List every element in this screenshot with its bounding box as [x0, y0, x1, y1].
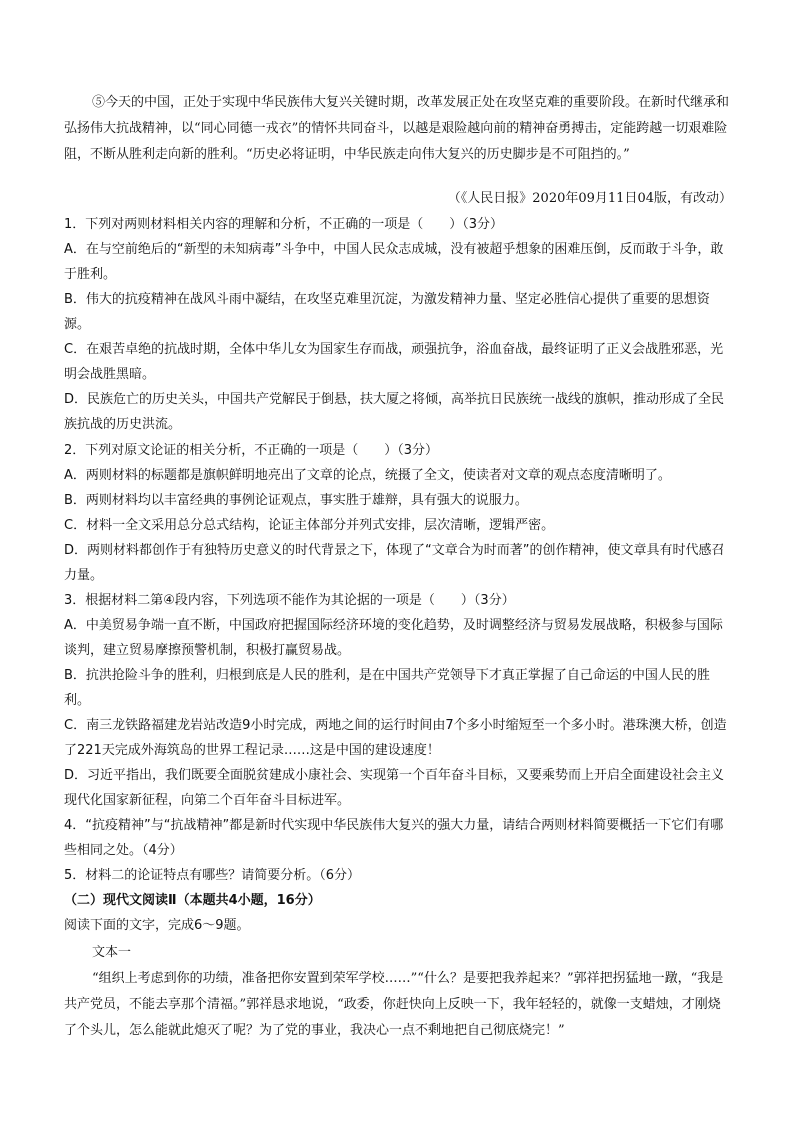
citation: （《人民日报》2020年09月11日04版，有改动）: [447, 191, 732, 206]
passage-paragraph-5: ⑤今天的中国，正处于实现中华民族伟大复兴关键时期，改革发展正处在攻坚克难的重要阶段。在新时代继承和弘扬伟大抗战精神，以“同心同德一戎衣”的情怀共同奋斗，以越是艰险越向前的精神奋勇搏击，定能跨越一切艰难险阻，不断从胜利走向新的胜利。“历史必将证明，中华民族走向伟大复兴的历史脚步是不可阻挡的。”: [64, 95, 730, 162]
question-1-option-b: B．伟大的抗疫精神在战风斗雨中凝结，在攻坚克难里沉淀，为激发精神力量、坚定必胜信心提供了重要的思想资源。: [64, 292, 710, 332]
question-1-option-d: D．民族危亡的历史关头，中国共产党解民于倒悬，扶大厦之将倾，高举抗日民族统一战线的旗帜，推动形成了全民族抗战的历史洪流。: [64, 392, 725, 432]
question-2-option-a: A．两则材料的标题都是旗帜鲜明地亮出了文章的论点，统摄了全文，使读者对文章的观点态度清晰明了。: [64, 468, 671, 483]
question-1-stem: 1．下列对两则材料相关内容的理解和分析，不正确的一项是（ ）（3分）: [64, 217, 504, 232]
question-2: [64, 438, 732, 588]
question-3-option-b: B．抗洪抢险斗争的胜利，归根到底是人民的胜利，是在中国共产党领导下才真正掌握了自己命运的中国人民的胜利。: [64, 668, 710, 708]
reading-instruction: 阅读下面的文字，完成6～9题。: [64, 918, 250, 933]
question-3-stem: 3．根据材料二第④段内容，下列选项不能作为其论据的一项是（ ）（3分）: [64, 593, 515, 608]
text-one-paragraph-1: “组织上考虑到你的功绩，准备把你安置到荣军学校……”“什么？是要把我养起来？”郭祥把拐猛地一蹾，“我是共产党员，不能去享那个清福。”郭祥恳求地说，“政委，你赶快向上反映一下，我年轻轻的，就像一支蜡烛，才刚烧了个头儿，怎么能就此熄灭了呢？为了党的事业，我决心一点不剩地把自己彻底烧完！”: [64, 971, 724, 1038]
question-3-option-a: A．中美贸易争端一直不断，中国政府把握国际经济环境的变化趋势，及时调整经济与贸易发展战略，积极参与国际谈判，建立贸易摩擦预警机制，积极打赢贸易战。: [64, 618, 723, 658]
question-3-option-c: C．南三龙铁路福建龙岩站改造9小时完成，两地之间的运行时间由7个多小时缩短至一个多小时。港珠澳大桥，创造了221天完成外海筑岛的世界工程记录……这是中国的建设速度！: [64, 718, 727, 758]
question-2-option-d: D．两则材料都创作于有独特历史意义的时代背景之下，体现了“文章合为时而著”的创作精神，使文章具有时代感召力量。: [64, 543, 725, 583]
question-2-option-b: B．两则材料均以丰富经典的事例论证观点，事实胜于雄辩，具有强大的说服力。: [64, 493, 528, 508]
question-3-option-d: D．习近平指出，我们既要全面脱贫建成小康社会、实现第一个百年奋斗目标，又要乘势而上开启全面建设社会主义现代化国家新征程，向第二个百年奋斗目标进军。: [64, 768, 725, 808]
section-heading: （二）现代文阅读Ⅱ（本题共4小题，16分）: [64, 893, 321, 908]
question-1: [64, 212, 732, 437]
text-one-label: 文本一: [92, 945, 132, 960]
question-4: 4．“抗疫精神”与“抗战精神”都是新时代实现中华民族伟大复兴的强大力量，请结合两则材料简要概括一下它们有哪些相同之处。（4分）: [64, 818, 724, 858]
question-3: [64, 588, 732, 813]
question-1-option-a: A．在与空前绝后的“新型的未知病毒”斗争中，中国人民众志成城，没有被超乎想象的困难压倒，反而敢于斗争，敢于胜利。: [64, 242, 724, 282]
question-5: 5．材料二的论证特点有哪些？请简要分析。（6分）: [64, 868, 361, 883]
question-1-option-c: C．在艰苦卓绝的抗战时期，全体中华儿女为国家生存而战，顽强抗争，浴血奋战，最终证明了正义会战胜邪恶，光明会战胜黑暗。: [64, 342, 724, 382]
question-2-option-c: C．材料一全文采用总分总式结构，论证主体部分并列式安排，层次清晰，逻辑严密。: [64, 518, 555, 533]
question-2-stem: 2．下列对原文论证的相关分析，不正确的一项是（ ）（3分）: [64, 443, 439, 458]
